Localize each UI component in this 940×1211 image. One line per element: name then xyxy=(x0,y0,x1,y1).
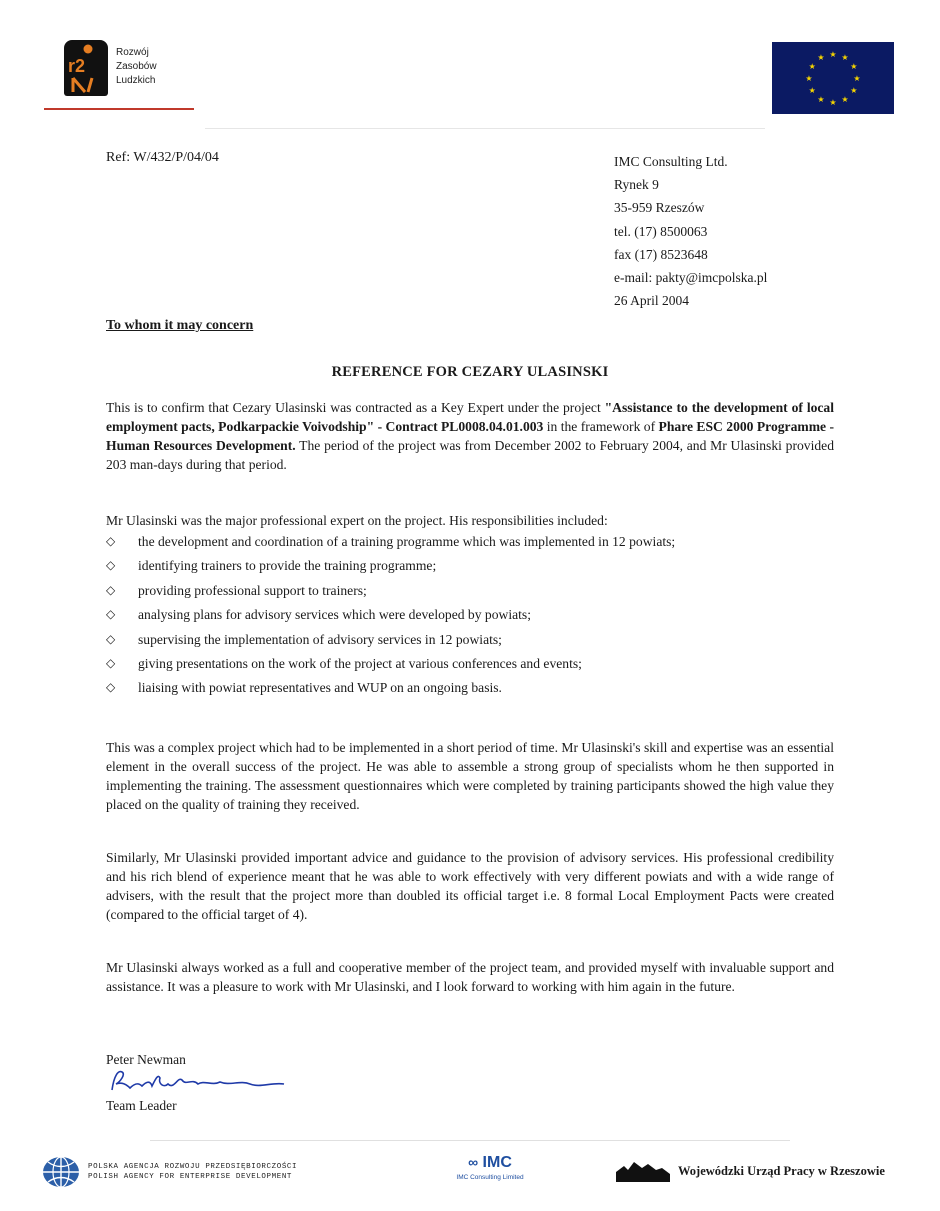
para1-project-name: "Assistance to the development of local employment pacts, Podkarpackie Voivodship" - Contract PL0008.04.01.003 xyxy=(106,400,834,434)
list-item xyxy=(106,678,834,697)
para1-programme-name: Phare ESC 2000 Programme - Human Resources Development. xyxy=(106,419,834,453)
parp-logo xyxy=(40,1154,380,1194)
list-item xyxy=(106,654,834,673)
diamond-bullet-icon: ◇ xyxy=(106,558,116,573)
imc-subtitle: IMC Consulting Limited xyxy=(456,1174,524,1181)
fax: fax (17) 8523648 xyxy=(614,246,708,262)
para1-text-3: The period of the project was from December 2002 to February 2004, and Mr Ulasinski provided 203 man-days during that period. xyxy=(106,438,834,472)
salutation: To whom it may concern xyxy=(106,318,254,333)
city: 35-959 Rzeszów xyxy=(614,200,705,216)
parp-line-2: POLISH AGENCY FOR ENTERPRISE DEVELOPMENT xyxy=(88,1173,293,1181)
street: Rynek 9 xyxy=(614,177,659,193)
diamond-bullet-icon: ◇ xyxy=(106,680,116,695)
list-item-text: the development and coordination of a training programme which was implemented in 12 powiats; xyxy=(138,534,676,549)
eu-star-icon: ★ xyxy=(853,74,861,83)
responsibilities-intro: Mr Ulasinski was the major professional expert on the project. His responsibilities included: xyxy=(106,513,608,528)
telephone: tel. (17) 8500063 xyxy=(614,223,708,239)
wup-building-icon xyxy=(614,1158,672,1184)
sender-address xyxy=(614,150,767,312)
paragraph-intro xyxy=(106,398,834,474)
logo-wordmark xyxy=(116,46,157,88)
handwritten-signature xyxy=(108,1064,298,1098)
wup-name: Wojewódzki Urząd Pracy w Rzeszowie xyxy=(678,1164,885,1178)
eu-star-icon: ★ xyxy=(817,53,825,63)
reference-number: Ref: W/432/P/04/04 xyxy=(106,150,219,165)
list-item xyxy=(106,532,834,551)
eu-star-icon: ★ xyxy=(817,94,825,104)
imc-swirl-icon: ∞ xyxy=(468,1154,479,1170)
list-item xyxy=(106,630,834,649)
eu-star-icon: ★ xyxy=(808,62,816,71)
logo-line-3: Ludzkich xyxy=(116,75,156,86)
rozwoj-zasobow-ludzkich-logo xyxy=(64,40,204,108)
svg-text:r2: r2 xyxy=(68,56,86,76)
parp-globe-icon xyxy=(40,1154,82,1190)
eu-star-icon: ★ xyxy=(841,53,849,63)
eu-flag-icon xyxy=(772,42,894,114)
logo-underline xyxy=(44,108,194,110)
logo-line-2: Zasobów xyxy=(116,61,157,72)
imc-name: IMC xyxy=(482,1154,512,1171)
list-item-text: providing professional support to trainers; xyxy=(138,582,367,598)
parp-text xyxy=(88,1162,297,1182)
diamond-bullet-icon: ◇ xyxy=(106,631,116,646)
diamond-bullet-icon: ◇ xyxy=(106,655,116,670)
eu-star-icon: ★ xyxy=(829,98,837,107)
paragraph-advisory-services: Similarly, Mr Ulasinski provided important advice and guidance to the provision of advisory services. His professional credibility and his rich blend of experience meant that he was able to work effectively with very different powiats and with a wide range of advisers, with the result that the project more than doubled its official target i.e. 8 formal Local Employment Pacts were created (compared to the official target of 4). xyxy=(106,850,834,922)
wup-logo xyxy=(614,1158,904,1188)
letter-subject: REFERENCE FOR CEZARY ULASINSKI xyxy=(331,364,609,380)
para1-text-1: This is to confirm that Cezary Ulasinski was contracted as a Key Expert under the project xyxy=(106,400,605,415)
list-item-text: analysing plans for advisory services which were developed by powiats; xyxy=(138,607,531,623)
list-item-text: liaising with powiat representatives and WUP on an ongoing basis. xyxy=(138,680,502,696)
list-item-text: giving presentations on the work of the project at various conferences and events; xyxy=(138,655,582,671)
list-item xyxy=(106,581,834,600)
eu-star-icon: ★ xyxy=(850,86,858,95)
eu-star-icon: ★ xyxy=(805,74,813,83)
eu-star-icon: ★ xyxy=(829,50,837,59)
company-name: IMC Consulting Ltd. xyxy=(614,154,728,169)
letter-date: 26 April 2004 xyxy=(614,293,690,309)
human-resources-logo-icon xyxy=(64,40,108,96)
diamond-bullet-icon: ◇ xyxy=(106,607,116,622)
logo-line-1: Rozwój xyxy=(116,47,149,58)
list-item xyxy=(106,605,834,624)
responsibilities-list xyxy=(106,532,834,703)
diamond-bullet-icon: ◇ xyxy=(106,534,116,548)
list-item-text: identifying trainers to provide the training programme; xyxy=(138,558,437,574)
list-item-text: supervising the implementation of advisory services in 12 powiats; xyxy=(138,631,502,647)
imc-logo-text xyxy=(425,1154,555,1172)
parp-line-1: POLSKA AGENCJA ROZWOJU PRZEDSIĘBIORCZOŚCI xyxy=(88,1163,298,1171)
eu-star-icon: ★ xyxy=(841,94,849,104)
diamond-bullet-icon: ◇ xyxy=(106,582,116,597)
paragraph-closing: Mr Ulasinski always worked as a full and cooperative member of the project team, and provided myself with invaluable support and assistance. It was a pleasure to work with Mr Ulasinski, and I look forward to working with him again in the future. xyxy=(106,960,834,994)
eu-star-icon: ★ xyxy=(808,86,816,95)
paragraph-complex-project: This was a complex project which had to be implemented in a short period of time. Mr Ulasinski's skill and expertise was an essential element in the overall success of the project. He was able to assemble a strong group of specialists whom he then supported in implementing the training. The assessment questionnaires which were completed by training participants showed the high value they placed on the quality of training they received. xyxy=(106,740,834,812)
header-divider xyxy=(205,128,765,129)
signatory-name: Peter Newman xyxy=(106,1052,186,1067)
list-item xyxy=(106,556,834,575)
eu-star-icon: ★ xyxy=(850,62,858,71)
para1-text-2: in the framework of xyxy=(543,419,659,434)
signatory-title: Team Leader xyxy=(106,1098,177,1113)
imc-logo xyxy=(425,1154,555,1194)
email: e-mail: pakty@imcpolska.pl xyxy=(614,270,768,286)
footer-divider xyxy=(150,1140,790,1141)
